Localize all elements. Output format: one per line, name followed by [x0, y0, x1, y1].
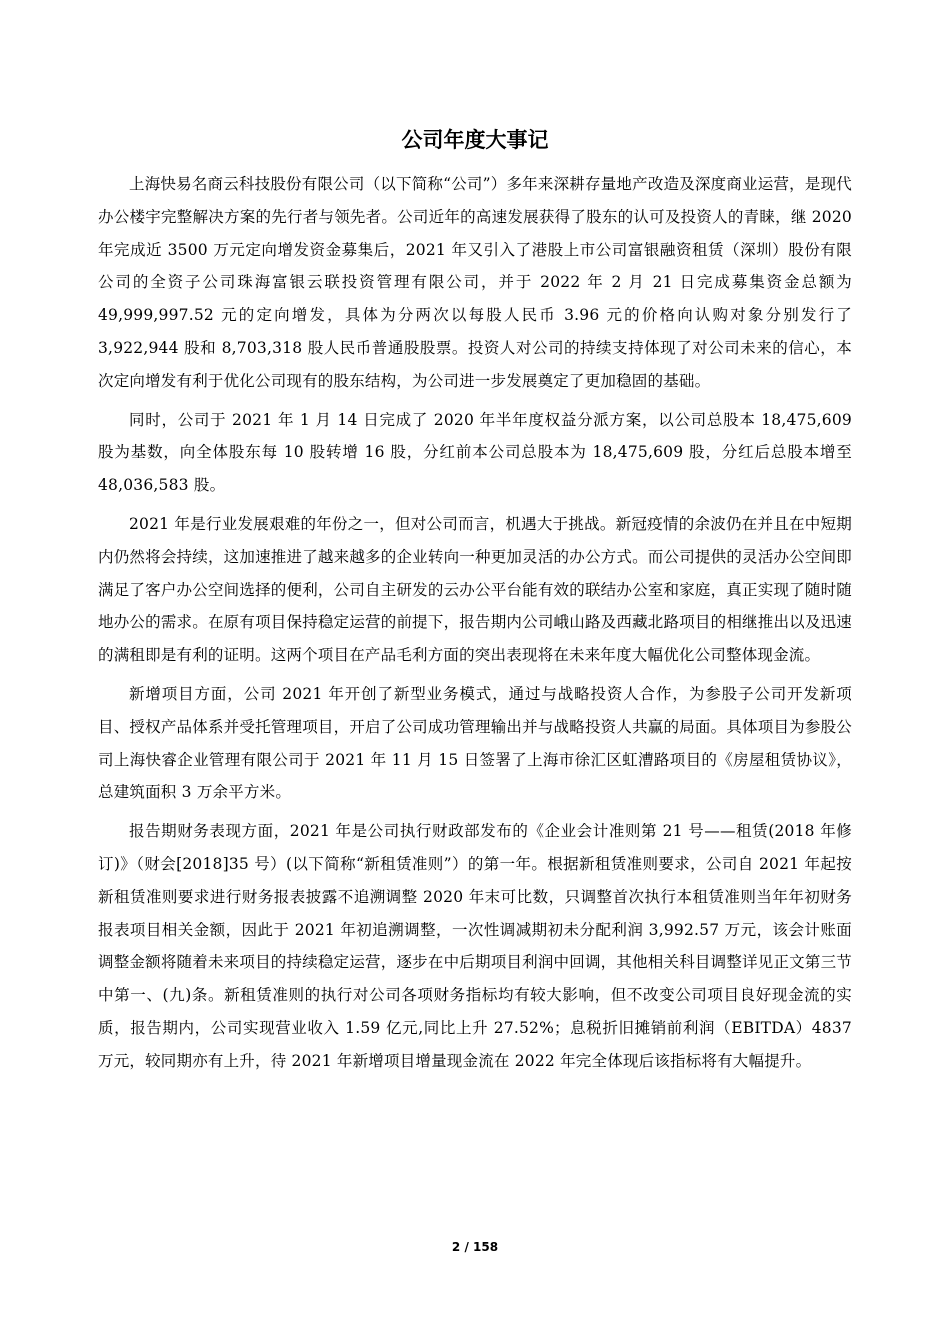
paragraph-new-projects: 新增项目方面，公司 2021 年开创了新型业务模式，通过与战略投资人合作，为参股子公司开发新项目、授权产品体系并受托管理项目，开启了公司成功管理输出并与战略投资人共赢的局面。具体项目为参股公司上海快睿企业管理有限公司于 2021 年 11 月 15 日签署了上海市徐汇区虹漕路项目的《房屋租赁协议》，总建筑面积 3 万余平方米。	[98, 684, 852, 802]
paragraph-financing: 上海快易名商云科技股份有限公司（以下简称“公司”）多年来深耕存量地产改造及深度商业运营，是现代办公楼宇完整解决方案的先行者与领先者。公司近年的高速发展获得了股东的认可及投资人的青睐，继 2020 年完成近 3500 万元定向增发资金募集后，2021 年又引入了港股上市公司富银融资租赁（深圳）股份有限公司的全资子公司珠海富银云联投资管理有限公司，并于 2022 年 2 月 21 日完成募集资金总额为 49,999,997.52 元的定向增发，具体为分两次以每股人民币 3.96 元的价格向认购对象分别发行了 3,922,944 股和 8,703,318 股人民币普通股股票。投资人对公司的持续支持体现了对公司未来的信心，本次定向增发有利于优化公司现有的股东结构，为公司进一步发展奠定了更加稳固的基础。	[98, 175, 852, 390]
paragraph-equity-distribution: 同时，公司于 2021 年 1 月 14 日完成了 2020 年半年度权益分派方案，以公司总股本 18,475,609 股为基数，向全体股东每 10 股转增 16 股，分红前本公司总股本为 18,475,609 股，分红后总股本增至 48,036,583 股。	[98, 410, 852, 495]
paragraph-financial-performance: 报告期财务表现方面，2021 年是公司执行财政部发布的《企业会计准则第 21 号——租赁(2018 年修订)》（财会[2018]35 号）(以下简称“新租赁准则”）的第一年。根据新租赁准则要求，公司自 2021 年起按新租赁准则要求进行财务报表披露不追溯调整 2020 年末可比数，只调整首次执行本租赁准则当年年初财务报表项目相关金额，因此于 2021 年初追溯调整，一次性调减期初未分配利润 3,992.57 万元，该会计账面调整金额将随着未来项目的持续稳定运营，逐步在中后期项目利润中回调，其他相关科目调整详见正文第三节中第一、(九)条。新租赁准则的执行对公司各项财务指标均有较大影响，但不改变公司项目良好现金流的实质，报告期内，公司实现营业收入 1.59 亿元,同比上升 27.52%；息税折旧摊销前利润（EBITDA）4837 万元，较同期亦有上升，待 2021 年新增项目增量现金流在 2022 年完全体现后该指标将有大幅提升。	[98, 822, 852, 1070]
page-number: 2 / 158	[451, 1240, 499, 1254]
paragraph-industry-2021: 2021 年是行业发展艰难的年份之一，但对公司而言，机遇大于挑战。新冠疫情的余波仍在并且在中短期内仍然将会持续，这加速推进了越来越多的企业转向一种更加灵活的办公方式。而公司提供的灵活办公空间即满足了客户办公空间选择的便利，公司自主研发的云办公平台能有效的联结办公室和家庭，真正实现了随时随地办公的需求。在原有项目保持稳定运营的前提下，报告期内公司峨山路及西藏北路项目的相继推出以及迅速的满租即是有利的证明。这两个项目在产品毛利方面的突出表现将在未来年度大幅优化公司整体现金流。	[98, 514, 852, 665]
page-title: 公司年度大事记	[401, 128, 549, 152]
body-text	[98, 168, 852, 1084]
